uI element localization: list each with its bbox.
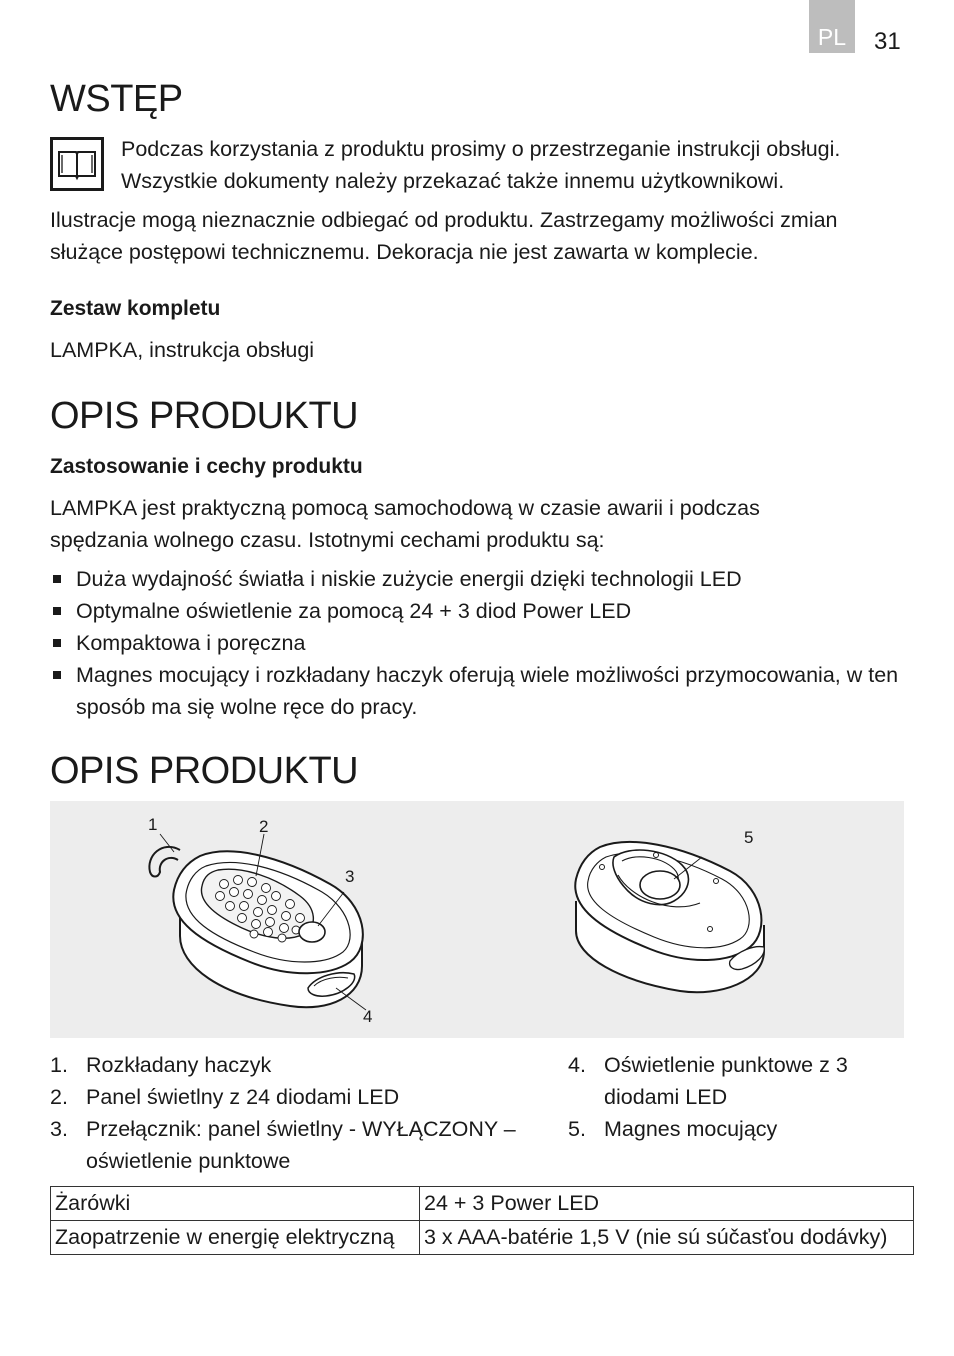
list-item: Duża wydajność światła i niskie zużycie energii dzięki technologii LED [50, 563, 910, 595]
spec-value: 3 x AAA-batérie 1,5 V (nie sú súčasťou dodávky) [420, 1221, 914, 1255]
list-item: 1. Rozkładany haczyk [50, 1053, 272, 1077]
product-illustration [50, 801, 904, 1038]
list-item: Magnes mocujący i rozkładany haczyk oferują wiele możliwości przymocowania, w ten sposób ma się wolne ręce do pracy. [50, 659, 910, 723]
parts-list-right [568, 1049, 888, 1145]
lamp-back-icon [570, 831, 770, 1011]
page-number: 31 [874, 28, 901, 55]
intro-line-1: Podczas korzystania z produktu prosimy o przestrzeganie instrukcji obsługi. [121, 137, 841, 161]
parts-list-left [50, 1049, 540, 1177]
description-title: OPIS PRODUKTU [50, 395, 359, 437]
intro-title: WSTĘP [50, 78, 183, 120]
spec-label: Żarówki [51, 1187, 420, 1221]
intro-line-2: Wszystkie dokumenty należy przekazać także innemu użytkownikowi. [121, 169, 785, 193]
description-paragraph-line-1: LAMPKA jest praktyczną pomocą samochodową w czasie awarii i podczas [50, 496, 760, 520]
callout-2: 2 [259, 817, 269, 836]
lamp-front-icon [140, 826, 380, 1026]
specifications-table [50, 1186, 914, 1255]
bullet-icon [53, 575, 61, 583]
list-item: 4. Oświetlenie punktowe z 3 diodami LED [568, 1053, 848, 1109]
language-label: PL [817, 24, 847, 50]
table-row [51, 1221, 914, 1255]
features-list [50, 563, 910, 723]
features-subheading: Zastosowanie i cechy produktu [50, 455, 363, 478]
intro-paragraph-line-1: Ilustracje mogą nieznacznie odbiegać od produktu. Zastrzegamy możliwości zmian [50, 208, 838, 232]
bullet-icon [53, 671, 61, 679]
spec-value: 24 + 3 Power LED [420, 1187, 914, 1221]
bullet-icon [53, 607, 61, 615]
callout-4: 4 [363, 1007, 373, 1026]
list-item: 2. Panel świetlny z 24 diodami LED [50, 1085, 400, 1109]
kit-heading: Zestaw kompletu [50, 297, 221, 320]
list-item: Optymalne oświetlenie za pomocą 24 + 3 diod Power LED [50, 595, 910, 627]
language-tab [809, 0, 855, 53]
list-item: 3. Przełącznik: panel świetlny - WYŁĄCZONY – oświetlenie punktowe [50, 1117, 516, 1173]
callout-3: 3 [345, 867, 355, 886]
book-icon [50, 137, 104, 191]
callout-5: 5 [744, 828, 754, 847]
list-item: Kompaktowa i poręczna [50, 627, 910, 659]
list-item: 5. Magnes mocujący [568, 1117, 778, 1141]
callout-1: 1 [148, 815, 158, 834]
bullet-icon [53, 639, 61, 647]
kit-contents: LAMPKA, instrukcja obsługi [50, 338, 315, 362]
spec-label: Zaopatrzenie w energię elektryczną [51, 1221, 420, 1255]
overview-title: OPIS PRODUKTU [50, 750, 359, 792]
description-paragraph-line-2: spędzania wolnego czasu. Istotnymi cechami produktu są: [50, 528, 605, 552]
intro-paragraph-line-2: służące postępowi technicznemu. Dekoracja nie jest zawarta w komplecie. [50, 240, 759, 264]
table-row [51, 1187, 914, 1221]
